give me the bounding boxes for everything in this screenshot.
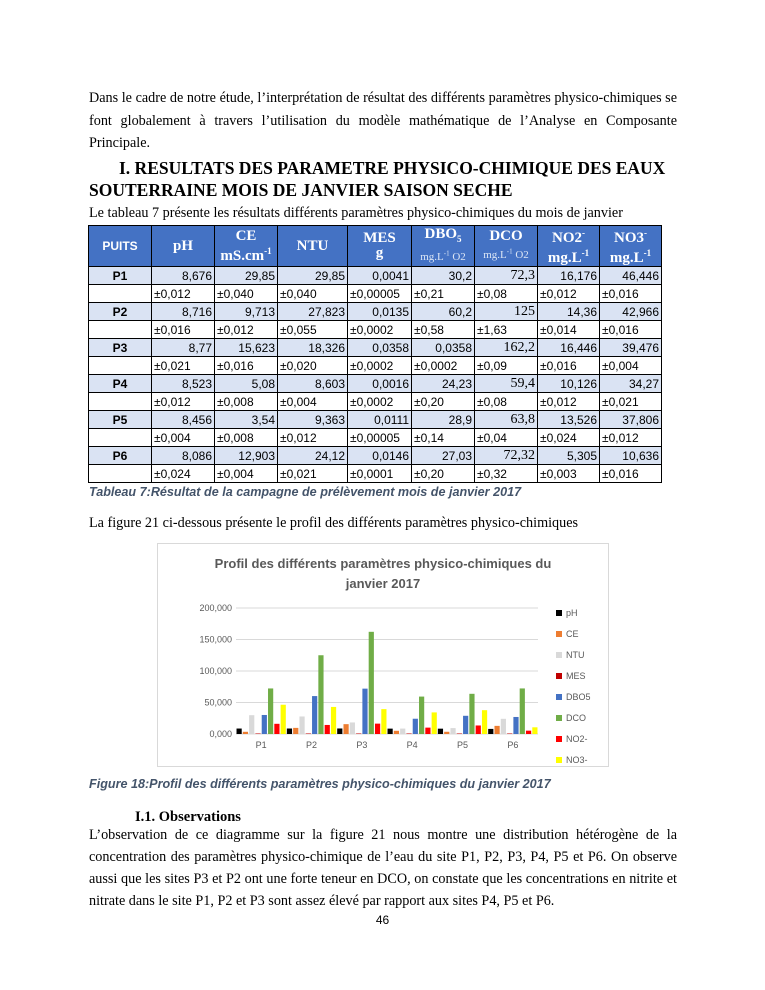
- value-cell: 37,806: [600, 411, 662, 429]
- error-cell: ±0,012: [152, 285, 215, 303]
- error-cell: ±0,00005: [348, 285, 412, 303]
- bar-no2: [425, 728, 430, 734]
- y-tick-label: 200,000: [199, 603, 232, 613]
- value-cell: 9,713: [215, 303, 278, 321]
- value-cell: 8,676: [152, 267, 215, 285]
- header-dbo-sub: 5: [457, 233, 462, 244]
- header-dbo: [412, 226, 475, 267]
- bar-no3: [331, 707, 336, 734]
- empty-cell: [89, 465, 152, 483]
- error-cell: ±0,021: [152, 357, 215, 375]
- bar-dco: [419, 697, 424, 734]
- chart-container: [157, 543, 609, 767]
- error-cell: ±0,016: [152, 321, 215, 339]
- bar-mes: [255, 734, 260, 735]
- x-tick-label: P3: [356, 740, 368, 750]
- legend-swatch: [556, 694, 562, 700]
- bar-no3: [381, 709, 386, 734]
- header-no2-label: NO2: [552, 230, 582, 246]
- bar-ph: [287, 729, 292, 734]
- bar-no2: [375, 724, 380, 734]
- error-cell: ±0,012: [278, 429, 348, 447]
- bar-mes: [457, 734, 462, 735]
- bar-ph: [337, 728, 342, 734]
- legend-swatch: [556, 610, 562, 616]
- legend-swatch: [556, 715, 562, 721]
- value-cell: 0,0135: [348, 303, 412, 321]
- table-row-values: [89, 375, 662, 393]
- error-cell: ±0,008: [215, 393, 278, 411]
- header-no2-unit: mg.L: [547, 250, 582, 266]
- error-cell: ±0,004: [278, 393, 348, 411]
- legend-label: NTU: [566, 650, 585, 660]
- value-cell: 72,3: [475, 267, 538, 285]
- header-ce-exp: -1: [264, 245, 272, 256]
- value-cell: 42,966: [600, 303, 662, 321]
- site-cell: P1: [89, 267, 152, 285]
- empty-cell: [89, 357, 152, 375]
- table-caption: Tableau 7:Résultat de la campagne de prélèvement mois de janvier 2017: [89, 485, 522, 499]
- error-cell: ±0,021: [600, 393, 662, 411]
- y-tick-label: 100,000: [199, 666, 232, 676]
- bar-ce: [343, 724, 348, 734]
- value-cell: 10,126: [538, 375, 600, 393]
- bar-no2: [325, 725, 330, 734]
- table-row-errors: [89, 393, 662, 411]
- bar-mes: [356, 734, 361, 735]
- value-cell: 3,54: [215, 411, 278, 429]
- bar-dco: [318, 655, 323, 734]
- error-cell: ±0,004: [152, 429, 215, 447]
- error-cell: ±0,016: [600, 285, 662, 303]
- value-cell: 13,526: [538, 411, 600, 429]
- header-dco-unit: [483, 249, 529, 261]
- header-no3-unit: mg.L: [609, 250, 644, 266]
- value-cell: 27,823: [278, 303, 348, 321]
- value-cell: 27,03: [412, 447, 475, 465]
- value-cell: 9,363: [278, 411, 348, 429]
- header-ph: [152, 226, 215, 267]
- chart-title: janvier 2017: [345, 576, 421, 591]
- legend-label: pH: [566, 608, 578, 618]
- figure-caption: Figure 18:Profil des différents paramètres physico-chimiques du janvier 2017: [89, 777, 551, 791]
- value-cell: 0,0041: [348, 267, 412, 285]
- error-cell: ±0,012: [538, 285, 600, 303]
- bar-dco: [268, 688, 273, 734]
- error-cell: ±0,014: [538, 321, 600, 339]
- site-cell: P3: [89, 339, 152, 357]
- bar-dbo5: [413, 719, 418, 734]
- header-no3-exp: -: [644, 228, 647, 238]
- legend-swatch: [556, 736, 562, 742]
- value-cell: 29,85: [278, 267, 348, 285]
- bar-ph: [488, 729, 493, 734]
- table-body: [89, 267, 662, 483]
- bar-dco: [520, 688, 525, 734]
- value-cell: 0,0358: [348, 339, 412, 357]
- subsection-heading: I.1. Observations: [135, 809, 241, 825]
- legend-label: CE: [566, 629, 579, 639]
- table-row-errors: [89, 285, 662, 303]
- bar-ce: [243, 732, 248, 734]
- bar-no2: [274, 724, 279, 734]
- error-cell: ±0,024: [152, 465, 215, 483]
- error-cell: ±0,021: [278, 465, 348, 483]
- y-tick-label: 50,000: [204, 697, 232, 708]
- table-row-values: [89, 267, 662, 285]
- bar-no3: [532, 727, 537, 734]
- bar-no3: [281, 705, 286, 734]
- value-cell: 8,086: [152, 447, 215, 465]
- bar-mes: [507, 734, 512, 735]
- legend-swatch: [556, 631, 562, 637]
- x-tick-label: P1: [255, 740, 267, 750]
- header-ph-label: pH: [172, 237, 193, 254]
- header-ntu-label: NTU: [296, 237, 329, 254]
- header-puits: PUITS: [89, 226, 152, 267]
- bar-ntu: [249, 715, 254, 734]
- error-cell: ±0,003: [538, 465, 600, 483]
- header-dbo-exp: -1: [443, 249, 450, 258]
- value-cell: 8,603: [278, 375, 348, 393]
- header-dco-exp: -1: [506, 247, 513, 256]
- empty-cell: [89, 285, 152, 303]
- error-cell: ±0,012: [538, 393, 600, 411]
- value-cell: 30,2: [412, 267, 475, 285]
- bar-dbo5: [463, 716, 468, 734]
- value-cell: 8,456: [152, 411, 215, 429]
- header-dbo-label: DBO: [424, 225, 457, 242]
- x-tick-label: P5: [456, 740, 469, 750]
- value-cell: 63,8: [475, 411, 538, 429]
- results-table: [88, 225, 662, 483]
- legend-label: DBO5: [566, 692, 591, 702]
- bar-ph: [388, 729, 393, 734]
- error-cell: ±0,020: [278, 357, 348, 375]
- figure-intro: La figure 21 ci-dessous présente le profil des différents paramètres physico-chimiques: [89, 515, 579, 531]
- bar-ce: [293, 728, 298, 734]
- bar-dbo5: [262, 715, 267, 734]
- bar-no2: [476, 725, 481, 734]
- bar-ntu: [400, 729, 405, 734]
- x-tick-label: P2: [305, 740, 318, 750]
- page-number: 46: [375, 913, 390, 927]
- value-cell: 59,4: [475, 375, 538, 393]
- error-cell: ±0,016: [215, 357, 278, 375]
- legend-swatch: [556, 652, 562, 658]
- empty-cell: [89, 429, 152, 447]
- error-cell: ±0,0002: [348, 393, 412, 411]
- bar-dco: [369, 632, 374, 734]
- error-cell: ±0,012: [600, 429, 662, 447]
- bar-ph: [237, 729, 242, 734]
- table-header-row: [89, 226, 662, 267]
- value-cell: 0,0016: [348, 375, 412, 393]
- bar-ce: [394, 731, 399, 734]
- error-cell: ±0,016: [538, 357, 600, 375]
- header-dco-label: DCO: [489, 228, 523, 245]
- legend-label: NO2-: [566, 734, 588, 744]
- header-ntu: [278, 226, 348, 267]
- value-cell: 16,446: [538, 339, 600, 357]
- bar-mes: [406, 734, 411, 735]
- error-cell: ±0,012: [215, 321, 278, 339]
- value-cell: 15,623: [215, 339, 278, 357]
- value-cell: 29,85: [215, 267, 278, 285]
- site-cell: P6: [89, 447, 152, 465]
- bar-ph: [438, 729, 443, 734]
- header-dbo-unit-b: O2: [449, 251, 466, 264]
- bar-ntu: [350, 722, 355, 734]
- table-row-errors: [89, 465, 662, 483]
- error-cell: ±0,0002: [348, 357, 412, 375]
- intro-paragraph: Dans le cadre de notre étude, l’interprétation de résultat des différents paramètres physico-chimiques se font globalement à travers l’utilisation du modèle mathématique de l’Analyse en Composante Principale.: [89, 90, 677, 151]
- value-cell: 125: [475, 303, 538, 321]
- value-cell: 5,305: [538, 447, 600, 465]
- header-ce-unit: mS.cm: [220, 247, 265, 264]
- bar-ntu: [450, 728, 455, 734]
- error-cell: ±0,012: [152, 393, 215, 411]
- bar-mes: [306, 734, 311, 735]
- value-cell: 72,32: [475, 447, 538, 465]
- header-dbo-unit: [420, 251, 466, 263]
- bar-no2: [526, 731, 531, 734]
- header-mes-label: MES: [363, 230, 396, 246]
- error-cell: ±0,040: [278, 285, 348, 303]
- section-heading: I. RESULTATS DES PARAMETRE PHYSICO-CHIMIQUE DES EAUX SOUTERRAINE MOIS DE JANVIER SAISON SECHE: [89, 158, 666, 200]
- x-tick-label: P4: [406, 740, 418, 750]
- header-dco: [475, 226, 538, 267]
- empty-cell: [89, 321, 152, 339]
- value-cell: 24,23: [412, 375, 475, 393]
- chart-title: Profil des différents paramètres physico-chimiques du: [214, 556, 552, 571]
- value-cell: 34,27: [600, 375, 662, 393]
- error-cell: ±0,016: [600, 465, 662, 483]
- error-cell: ±0,04: [475, 429, 538, 447]
- value-cell: 0,0358: [412, 339, 475, 357]
- bar-ce: [444, 732, 449, 734]
- value-cell: 0,0111: [348, 411, 412, 429]
- table-row-errors: [89, 357, 662, 375]
- error-cell: ±0,0002: [412, 357, 475, 375]
- bar-ntu: [501, 719, 506, 734]
- site-cell: P2: [89, 303, 152, 321]
- bar-no3: [482, 710, 487, 734]
- table-row-values: [89, 339, 662, 357]
- value-cell: 39,476: [600, 339, 662, 357]
- header-dco-unit-a: mg.L: [483, 248, 507, 261]
- x-tick-label: P6: [507, 740, 519, 750]
- table-row-values: [89, 411, 662, 429]
- header-mes: [348, 226, 412, 267]
- header-no3-unit-exp: -1: [643, 248, 652, 258]
- error-cell: ±0,08: [475, 285, 538, 303]
- error-cell: ±0,08: [475, 393, 538, 411]
- error-cell: ±0,055: [278, 321, 348, 339]
- bar-dbo5: [513, 717, 518, 734]
- header-no2: [538, 226, 600, 267]
- value-cell: 5,08: [215, 375, 278, 393]
- header-no3-label: NO3: [614, 230, 644, 246]
- bar-chart: [158, 544, 608, 766]
- header-ce: [215, 226, 278, 267]
- error-cell: ±1,63: [475, 321, 538, 339]
- header-dbo-unit-a: mg.L: [420, 251, 444, 264]
- legend-label: DCO: [566, 713, 586, 723]
- error-cell: ±0,024: [538, 429, 600, 447]
- error-cell: ±0,0002: [348, 321, 412, 339]
- error-cell: ±0,21: [412, 285, 475, 303]
- value-cell: 12,903: [215, 447, 278, 465]
- table-row-values: [89, 303, 662, 321]
- error-cell: ±0,00005: [348, 429, 412, 447]
- value-cell: 14,36: [538, 303, 600, 321]
- header-ce-label: CE: [235, 227, 257, 244]
- value-cell: 10,636: [600, 447, 662, 465]
- legend-swatch: [556, 757, 562, 763]
- value-cell: 46,446: [600, 267, 662, 285]
- empty-cell: [89, 393, 152, 411]
- legend-swatch: [556, 673, 562, 679]
- bar-dbo5: [312, 696, 317, 734]
- value-cell: 28,9: [412, 411, 475, 429]
- value-cell: 18,326: [278, 339, 348, 357]
- site-cell: P4: [89, 375, 152, 393]
- observation-paragraph: L’observation de ce diagramme sur la figure 21 nous montre une distribution hétérogène de la concentration des paramètres physico-chimique de l’eau du site P1, P2, P3, P4, P5 et P6. On observe aussi que les sites P3 et P2 ont une forte teneur en DCO, on constate que les concentrations en nitrite et nitrate dans le site P1, P2 et P3 sont assez élevé par rapport aux sites P4, P5 et P6.: [89, 827, 677, 909]
- site-cell: P5: [89, 411, 152, 429]
- error-cell: ±0,008: [215, 429, 278, 447]
- legend-label: NO3-: [566, 755, 588, 765]
- bar-dco: [469, 694, 474, 734]
- table-row-errors: [89, 429, 662, 447]
- error-cell: ±0,20: [412, 465, 475, 483]
- error-cell: ±0,040: [215, 285, 278, 303]
- value-cell: 8,716: [152, 303, 215, 321]
- bar-ntu: [299, 716, 304, 734]
- table-row-values: [89, 447, 662, 465]
- bar-no3: [432, 712, 437, 734]
- value-cell: 16,176: [538, 267, 600, 285]
- header-no3: [600, 226, 662, 267]
- error-cell: ±0,016: [600, 321, 662, 339]
- header-no2-exp: -: [582, 228, 585, 238]
- header-mes-unit: g: [375, 245, 384, 261]
- error-cell: ±0,32: [475, 465, 538, 483]
- value-cell: 24,12: [278, 447, 348, 465]
- value-cell: 8,77: [152, 339, 215, 357]
- y-tick-label: 150,000: [199, 634, 232, 645]
- value-cell: 0,0146: [348, 447, 412, 465]
- error-cell: ±0,004: [600, 357, 662, 375]
- bar-dbo5: [362, 689, 367, 734]
- error-cell: ±0,09: [475, 357, 538, 375]
- table-intro: Le tableau 7 présente les résultats différents paramètres physico-chimiques du mois de janvier: [89, 205, 623, 221]
- table-row-errors: [89, 321, 662, 339]
- error-cell: ±0,14: [412, 429, 475, 447]
- value-cell: 162,2: [475, 339, 538, 357]
- error-cell: ±0,20: [412, 393, 475, 411]
- error-cell: ±0,0001: [348, 465, 412, 483]
- header-no2-unit-exp: -1: [581, 248, 590, 258]
- error-cell: ±0,004: [215, 465, 278, 483]
- error-cell: ±0,58: [412, 321, 475, 339]
- header-dco-unit-b: O2: [512, 248, 529, 261]
- bar-ce: [494, 726, 499, 734]
- value-cell: 60,2: [412, 303, 475, 321]
- legend-label: MES: [566, 671, 586, 681]
- y-tick-label: 0,000: [209, 729, 232, 739]
- value-cell: 8,523: [152, 375, 215, 393]
